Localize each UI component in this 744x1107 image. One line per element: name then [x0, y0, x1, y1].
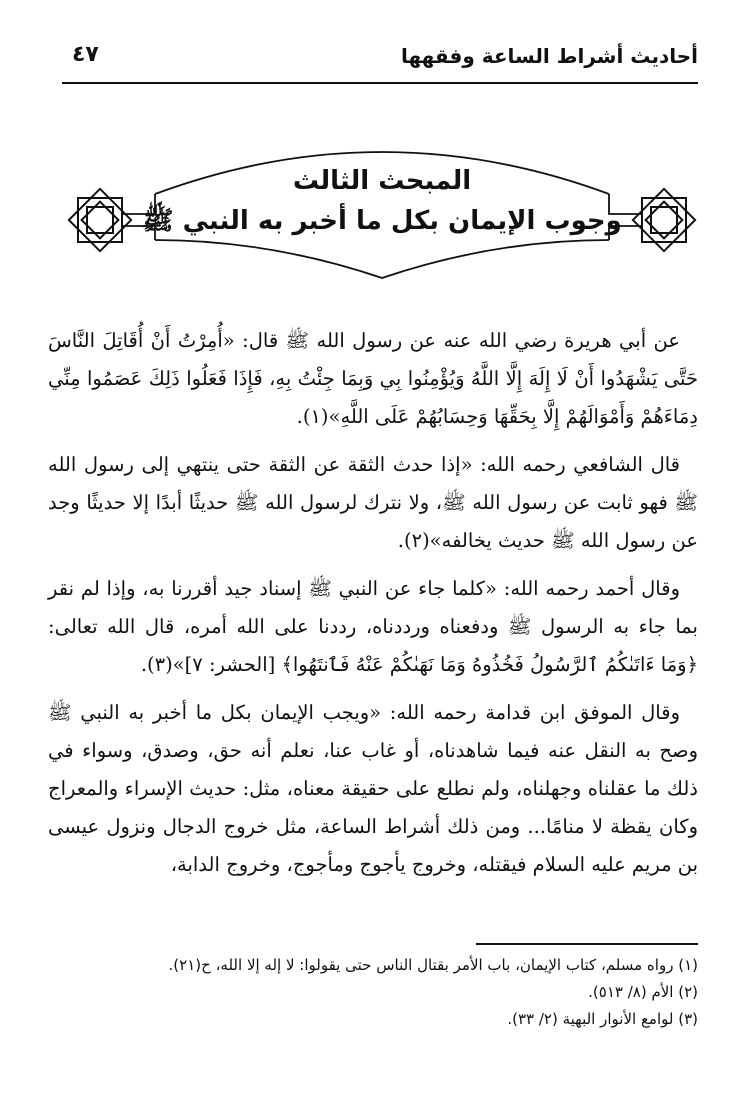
footnote-2: (٢) الأم (٨/ ٥١٣).	[588, 983, 698, 1001]
chapter-banner	[60, 128, 704, 308]
running-title: أحاديث أشراط الساعة وفقهها	[400, 44, 698, 68]
footnote-1: (١) رواه مسلم، كتاب الإيمان، باب الأمر بقتال الناس حتى يقولوا: لا إله إلا الله، ح(٢١).	[168, 956, 698, 974]
section-label: المبحث الثالث	[292, 166, 472, 196]
paragraph-shafii: قال الشافعي رحمه الله: «إذا حدث الثقة عن الثقة حتى ينتهي إلى رسول الله ﷺ فهو ثابت عن رسول الله ﷺ، ولا نترك لرسول الله ﷺ حديثًا أبدًا إلا حديثًا وجد عن رسول الله ﷺ حديث يخالفه»(٢).	[48, 453, 698, 552]
running-header	[62, 38, 698, 84]
footnotes	[48, 952, 698, 1033]
paragraph-hadith: عن أبي هريرة رضي الله عنه عن رسول الله ﷺ قال: «أُمِرْتُ أَنْ أُقَاتِلَ النَّاسَ حَتَّى يَشْهَدُوا أَنْ لَا إِلَهَ إِلَّا اللَّهُ وَيُؤْمِنُوا بِي وَبِمَا جِئْتُ بِهِ، فَإِذَا فَعَلُوا ذَلِكَ عَصَمُوا مِنِّي دِمَاءَهُمْ وَأَمْوَالَهُمْ إِلَّا بِحَقِّهَا وَحِسَابُهُمْ عَلَى اللَّهِ»(١).	[48, 329, 698, 428]
body-text	[48, 322, 698, 894]
footnote-rule	[476, 943, 698, 945]
page-number: ٤٧	[72, 42, 99, 67]
footnote-3: (٣) لوامع الأنوار البهية (٢/ ٣٣).	[507, 1010, 698, 1028]
paragraph-ibn-qudama: وقال الموفق ابن قدامة رحمه الله: «ويجب الإيمان بكل ما أخبر به النبي ﷺ وصح به النقل عنه فيما شاهدناه، أو غاب عنا، نعلم أنه حق، وصدق، وسواء في ذلك ما عقلناه وجهلناه، ولم نطلع على حقيقة معناه، مثل: حديث الإسراء والمعراج وكان يقظة لا منامًا... ومن ذلك أشراط الساعة، مثل خروج الدجال ونزول عيسى بن مريم عليه السلام فيقتله، وخروج يأجوج ومأجوج، وخروج الدابة،	[48, 701, 698, 876]
paragraph-ahmad: وقال أحمد رحمه الله: «كلما جاء عن النبي ﷺ إسناد جيد أقررنا به، وإذا لم نقر بما جاء به الرسول ﷺ ودفعناه ورددناه، رددنا على الله أمره، قال الله تعالى: ﴿وَمَا ءَاتَىٰكُمُ ٱلرَّسُولُ فَخُذُوهُ وَمَا نَهَىٰكُمْ عَنْهُ فَٱنتَهُوا﴾ [الحشر: ٧]»(٣).	[48, 577, 698, 676]
section-title: وجوب الإيمان بكل ما أخبر به النبي ﷺ	[142, 206, 622, 236]
